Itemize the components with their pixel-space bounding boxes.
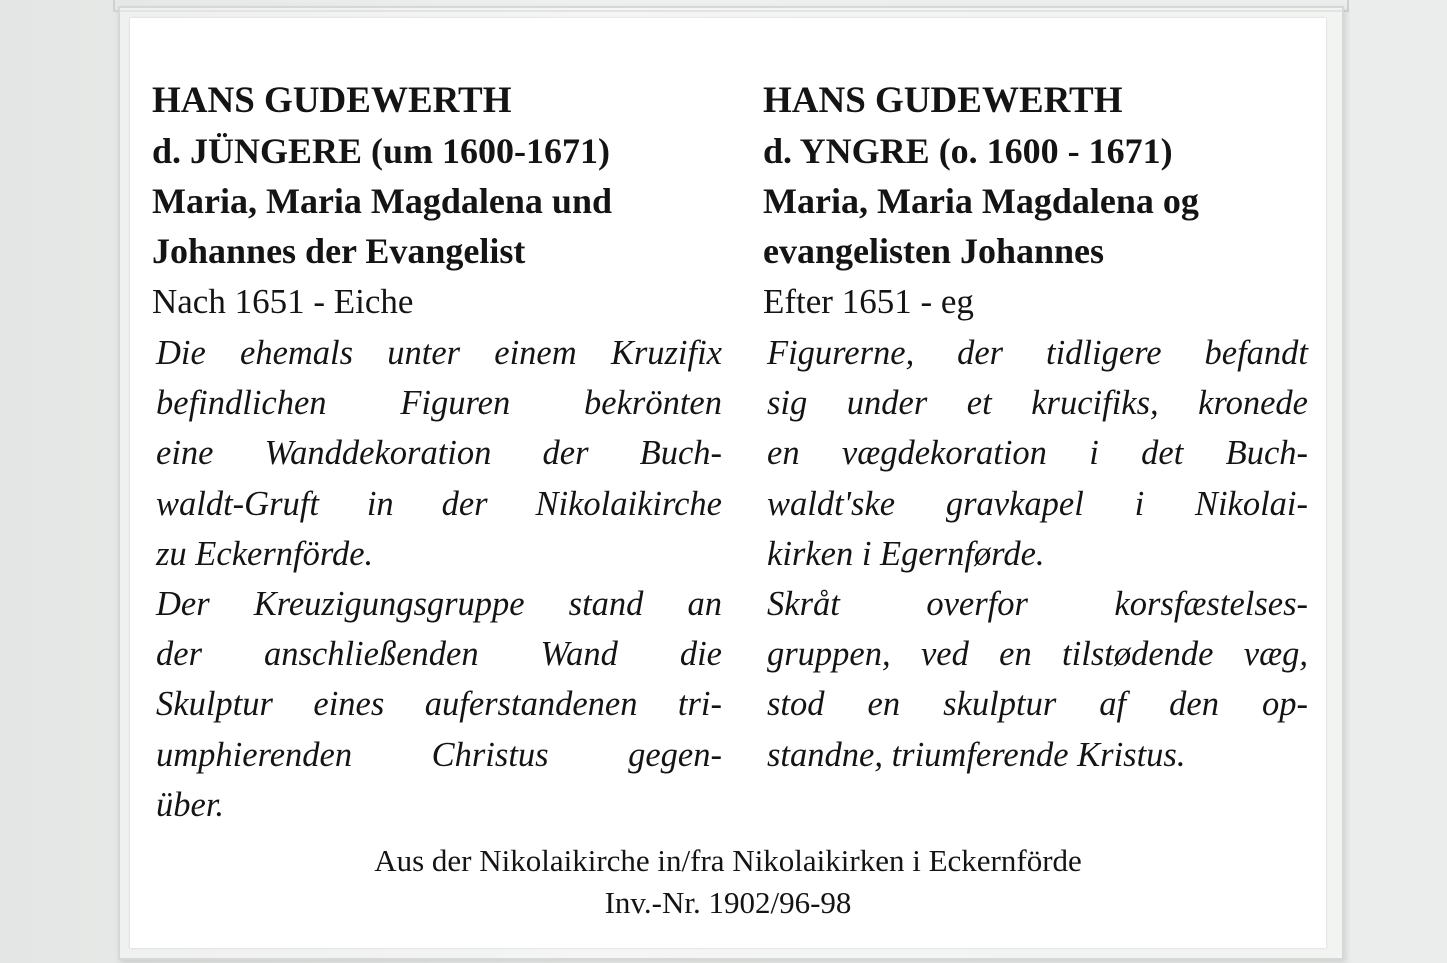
description-de-line: Der Kreuzigungsgruppe stand an bbox=[156, 585, 722, 624]
description-de-line: umphierenden Christus gegen- bbox=[156, 735, 722, 774]
artist-dates-da: d. YNGRE (o. 1600 - 1671) bbox=[763, 131, 1173, 171]
date-material-da: Efter 1651 - eg bbox=[763, 282, 974, 321]
description-da-line: standne, triumferende Kristus. bbox=[767, 735, 1186, 774]
description-da-line: waldt'ske gravkapel i Nikolai- bbox=[767, 484, 1308, 523]
description-de-line: zu Eckernförde. bbox=[156, 534, 374, 573]
artist-name-da: HANS GUDEWERTH bbox=[763, 80, 1123, 121]
description-de-line: der anschließenden Wand die bbox=[156, 635, 722, 674]
description-da-line: stod en skulptur af den op- bbox=[767, 685, 1308, 724]
description-de-line: eine Wanddekoration der Buch- bbox=[156, 434, 722, 473]
inventory-number: Inv.-Nr. 1902/96-98 bbox=[604, 885, 852, 920]
description-da-line: sig under et krucifiks, kronede bbox=[767, 384, 1308, 423]
danish-column bbox=[763, 76, 1308, 780]
museum-label-card bbox=[130, 18, 1326, 948]
description-de-line: über. bbox=[156, 785, 225, 824]
work-title-da-line-1: Maria, Maria Magdalena og bbox=[763, 181, 1199, 221]
provenance-line: Aus der Nikolaikirche in/fra Nikolaikirken i Eckernförde bbox=[374, 843, 1082, 878]
description-da-line: gruppen, ved en tilstødende væg, bbox=[767, 635, 1308, 674]
description-de-line: befindlichen Figuren bekrönten bbox=[156, 384, 722, 423]
artist-name-de: HANS GUDEWERTH bbox=[152, 80, 512, 121]
label-footer bbox=[130, 840, 1326, 924]
work-title-da-line-2: evangelisten Johannes bbox=[763, 231, 1105, 271]
artist-dates-de: d. JÜNGERE (um 1600-1671) bbox=[152, 131, 611, 171]
description-de-line: Die ehemals unter einem Kruzifix bbox=[156, 334, 722, 372]
date-material-de: Nach 1651 - Eiche bbox=[152, 282, 414, 321]
german-column bbox=[152, 76, 722, 830]
description-da-line: en vægdekoration i det Buch- bbox=[767, 434, 1308, 473]
work-title-de-line-1: Maria, Maria Magdalena und bbox=[152, 181, 612, 221]
description-da-line: kirken i Egernførde. bbox=[767, 534, 1045, 573]
description-da-line: Figurerne, der tidligere befandt bbox=[767, 334, 1308, 372]
work-title-de-line-2: Johannes der Evangelist bbox=[152, 231, 526, 271]
description-de-line: Skulptur eines auferstandenen tri- bbox=[156, 685, 722, 724]
description-da-line: Skråt overfor korsfæstelses- bbox=[767, 585, 1308, 624]
description-de-line: waldt-Gruft in der Nikolaikirche bbox=[156, 484, 722, 523]
